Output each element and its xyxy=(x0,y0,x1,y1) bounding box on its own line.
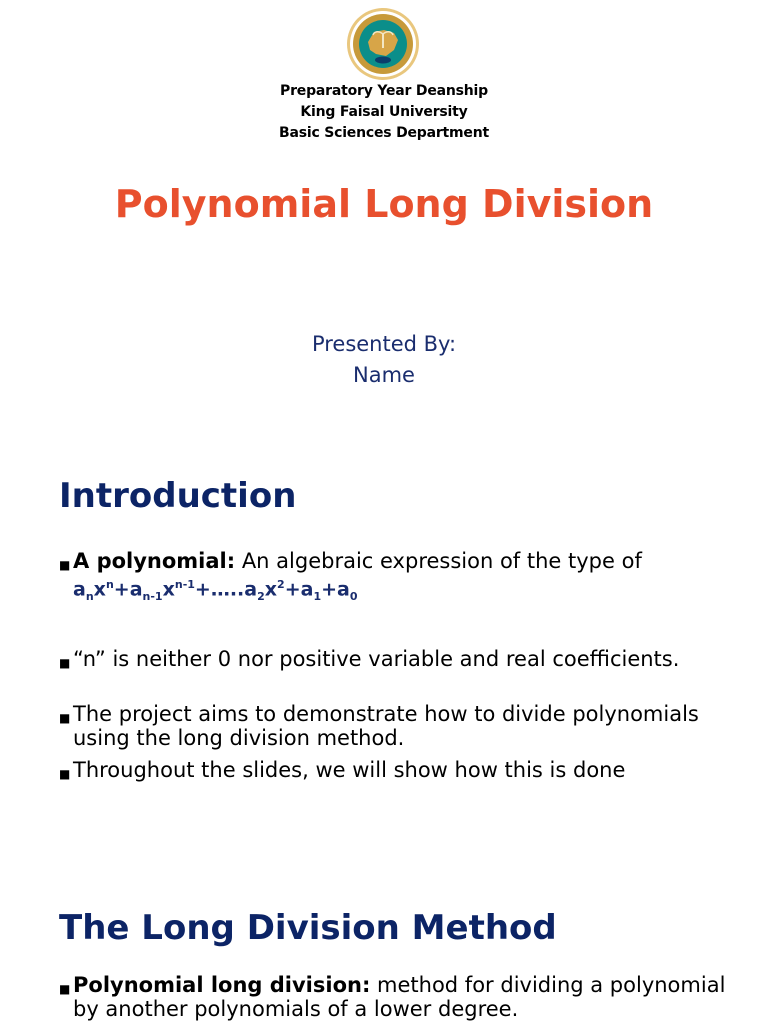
bullet-polynomial-definition xyxy=(59,549,739,573)
bullet-bold-term: Polynomial long division: xyxy=(73,973,371,997)
bullet-square-icon: ■ xyxy=(59,711,71,725)
bullet-square-icon: ■ xyxy=(59,982,71,996)
bullet-text: “n” is neither 0 nor positive variable and real coefficients. xyxy=(73,647,680,671)
bullet-text: An algebraic expression of the type of xyxy=(235,549,642,573)
long-division-heading: The Long Division Method xyxy=(59,908,557,948)
bullet-text: The project aims to demonstrate how to divide polynomials using the long division method. xyxy=(73,702,699,750)
institution-line-2: King Faisal University xyxy=(300,104,468,120)
institution-line-1: Preparatory Year Deanship xyxy=(280,83,488,99)
bullet-text: method for dividing a polynomial by another polynomials of a lower degree. xyxy=(73,973,726,1021)
bullet-square-icon: ■ xyxy=(59,656,71,670)
bullet-bold-term: A polynomial: xyxy=(73,549,236,573)
bullet-throughout-slides xyxy=(59,758,739,782)
bullet-project-aims xyxy=(59,702,739,750)
university-logo xyxy=(340,6,426,82)
presented-by-label: Presented By: xyxy=(311,332,457,356)
bullet-long-division-definition xyxy=(59,973,739,1021)
bullet-square-icon: ■ xyxy=(59,767,71,781)
bullet-square-icon: ■ xyxy=(59,558,71,572)
slide-title: Polynomial Long Division xyxy=(114,182,654,226)
introduction-heading: Introduction xyxy=(59,476,297,516)
presenter-name: Name xyxy=(353,363,415,387)
bullet-text: Throughout the slides, we will show how this is done xyxy=(73,758,626,782)
bullet-n-condition xyxy=(59,647,739,671)
institution-line-3: Basic Sciences Department xyxy=(279,125,489,141)
polynomial-formula: $a_nx^n+a_{n-1}x^{n-1}+\dots..a_2x^2+a_1+a_0$ xyxy=(73,578,358,604)
